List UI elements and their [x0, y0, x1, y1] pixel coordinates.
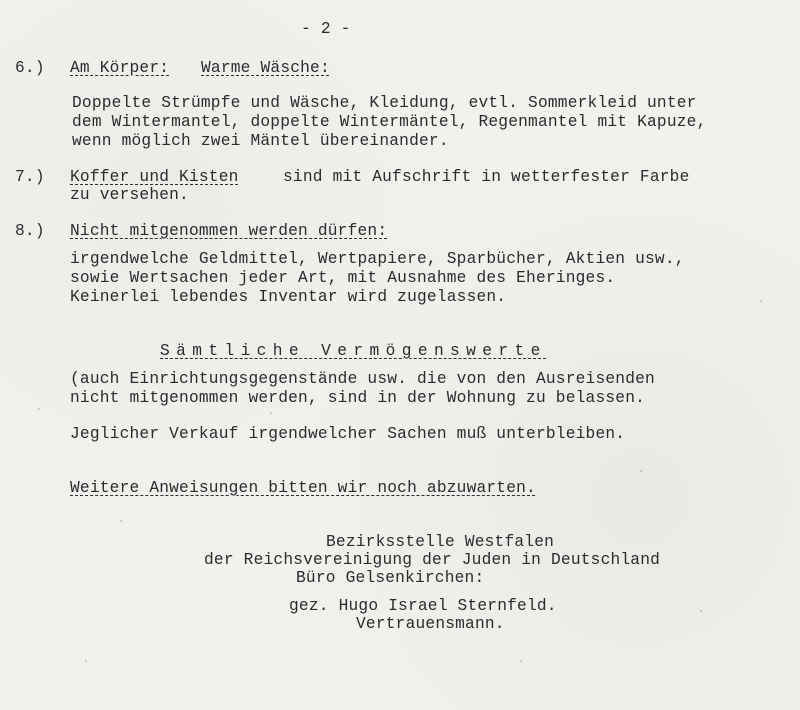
scan-speck: [700, 610, 702, 612]
scan-speck: [120, 520, 122, 522]
item-7-text: sind mit Aufschrift in wetterfester Farbe: [283, 168, 690, 186]
item-8-heading: Nicht mitgenommen werden dürfen:: [70, 222, 388, 240]
signature-title: Vertrauensmann.: [356, 615, 505, 633]
item-6-number: 6.): [15, 59, 45, 77]
further-instructions: Weitere Anweisungen bitten wir noch abzuwarten.: [70, 479, 536, 497]
scan-speck: [38, 408, 40, 410]
assets-heading: Sämtliche Vermögenswerte: [160, 342, 547, 360]
item-6-line-2: dem Wintermantel, doppelte Wintermäntel, Regenmantel mit Kapuze,: [72, 113, 707, 131]
signature-org-line-1: Bezirksstelle Westfalen: [326, 533, 555, 551]
item-6-line-3: wenn möglich zwei Mäntel übereinander.: [72, 132, 449, 150]
assets-line-2: nicht mitgenommen werden, sind in der Wohnung zu belassen.: [70, 389, 646, 407]
scan-speck: [85, 660, 87, 662]
scan-speck: [760, 300, 762, 302]
signature-org-line-2: der Reichsvereinigung der Juden in Deutschland: [204, 551, 661, 569]
item-7-line-2: zu versehen.: [70, 186, 189, 204]
signature-org-line-3: Büro Gelsenkirchen:: [296, 569, 485, 587]
assets-sale-note: Jeglicher Verkauf irgendwelcher Sachen muß unterbleiben.: [70, 425, 626, 443]
scan-speck: [270, 412, 272, 414]
item-6-heading-underwear: Warme Wäsche:: [201, 59, 330, 77]
scan-speck: [520, 660, 522, 662]
item-8-line-3: Keinerlei lebendes Inventar wird zugelassen.: [70, 288, 507, 306]
item-8-number: 8.): [15, 222, 45, 240]
item-7-number: 7.): [15, 168, 45, 186]
page-number: - 2 -: [301, 20, 351, 38]
item-6-heading-body: Am Körper:: [70, 59, 170, 77]
scan-speck: [640, 470, 642, 472]
item-6-line-1: Doppelte Strümpfe und Wäsche, Kleidung, evtl. Sommerkleid unter: [72, 94, 697, 112]
item-7-heading: Koffer und Kisten: [70, 168, 239, 186]
item-8-line-2: sowie Wertsachen jeder Art, mit Ausnahme des Eheringes.: [70, 269, 616, 287]
assets-line-1: (auch Einrichtungsgegenstände usw. die von den Ausreisenden: [70, 370, 655, 388]
item-8-line-1: irgendwelche Geldmittel, Wertpapiere, Sparbücher, Aktien usw.,: [70, 250, 685, 268]
signature-signed: gez. Hugo Israel Sternfeld.: [289, 597, 557, 615]
